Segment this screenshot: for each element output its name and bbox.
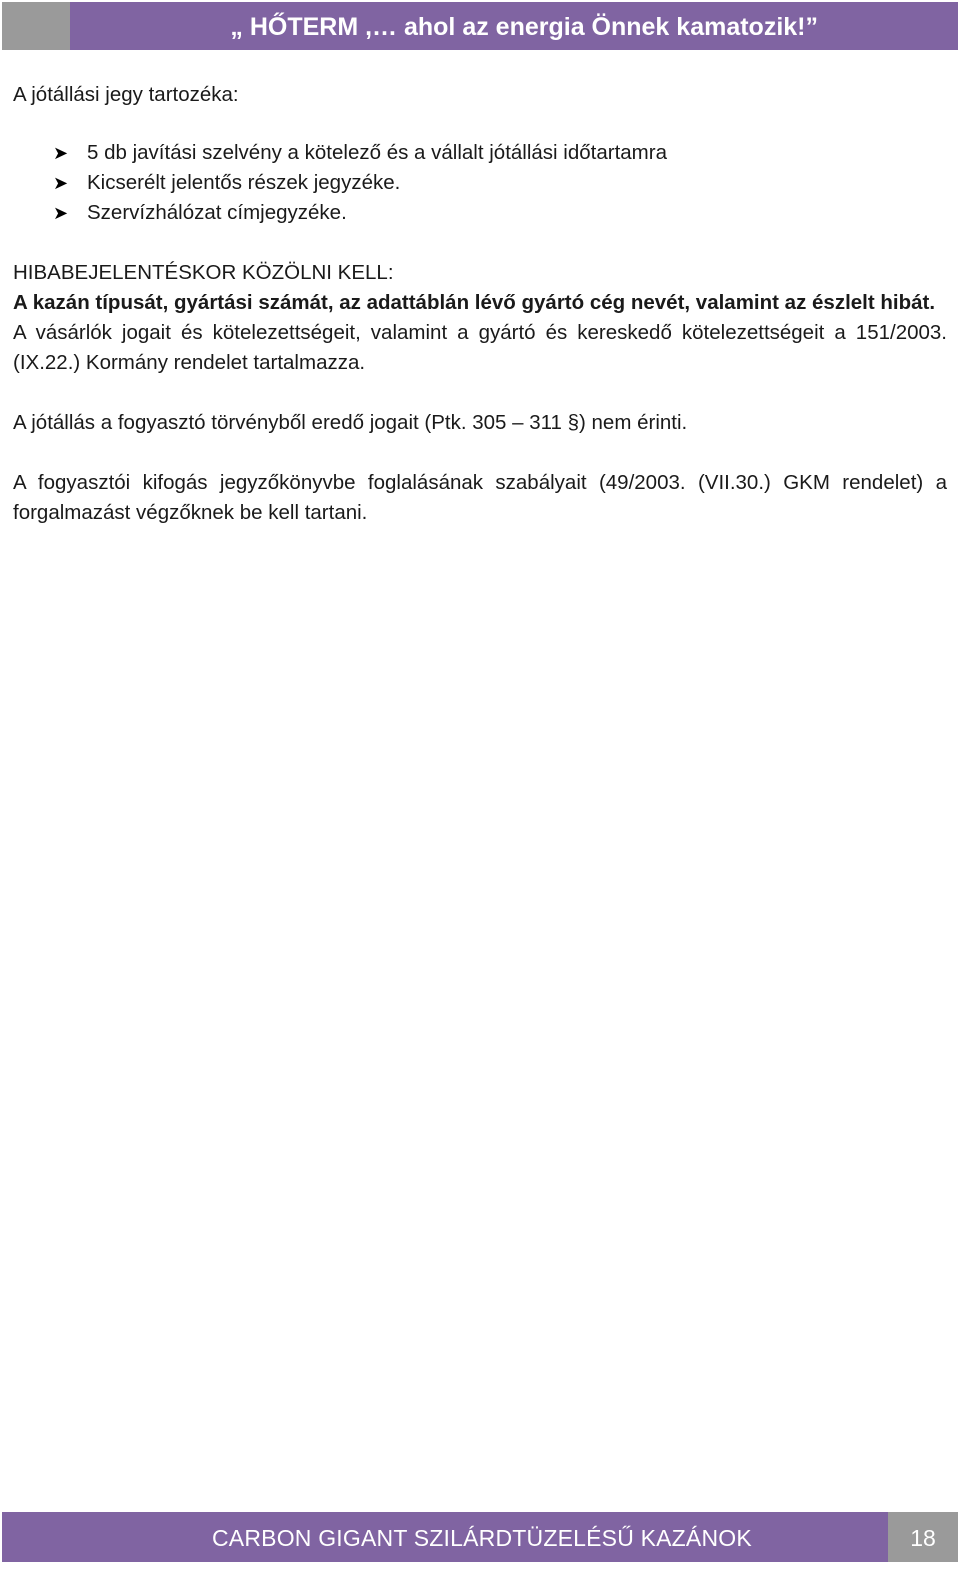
header-gray-block xyxy=(2,2,70,50)
warranty-paragraph: A jótállás a fogyasztó törvényből eredő jogait (Ptk. 305 – 311 §) nem érinti. xyxy=(13,411,688,434)
spacer xyxy=(13,110,947,138)
page-content xyxy=(13,80,947,528)
list-item xyxy=(53,198,947,228)
list-item-text: Szervízhálózat címjegyzéke. xyxy=(87,201,347,224)
list-item-text: 5 db javítási szelvény a kötelező és a vállalt jótállási időtartamra xyxy=(87,141,667,164)
list-item xyxy=(53,138,947,168)
page-footer xyxy=(0,1512,960,1562)
arrow-bullet-icon: ➤ xyxy=(53,143,69,163)
spacer xyxy=(13,378,947,408)
list-item xyxy=(53,168,947,198)
list-item-text: Kicserélt jelentős részek jegyzéke. xyxy=(87,171,401,194)
report-body: A kazán típusát, gyártási számát, az adattáblán lévő gyártó cég nevét, valamint az észlelt hibát. xyxy=(13,291,936,314)
accessories-list xyxy=(13,138,947,228)
header-slogan: „ HŐTERM ,… ahol az energia Önnek kamatozik!” xyxy=(230,13,818,41)
intro-text: A jótállási jegy tartozéka: xyxy=(13,83,239,106)
rights-paragraph: A vásárlók jogait és kötelezettségeit, valamint a gyártó és kereskedő kötelezettségeit a 151/2003. (IX.22.) Kormány rendelet tartalmazza. xyxy=(13,321,947,374)
complaint-paragraph: A fogyasztói kifogás jegyzőkönyvbe foglalásának szabályait (49/2003. (VII.30.) GKM rendelet) a forgalmazást végzőknek be kell tartani. xyxy=(13,471,947,524)
spacer xyxy=(13,438,947,468)
page-header xyxy=(0,0,960,52)
page-number: 18 xyxy=(910,1525,936,1551)
arrow-bullet-icon: ➤ xyxy=(53,203,69,223)
footer-title: CARBON GIGANT SZILÁRDTÜZELÉSŰ KAZÁNOK xyxy=(212,1525,752,1551)
arrow-bullet-icon: ➤ xyxy=(53,173,69,193)
spacer xyxy=(13,228,947,258)
report-heading: HIBABEJELENTÉSKOR KÖZÖLNI KELL: xyxy=(13,261,394,284)
